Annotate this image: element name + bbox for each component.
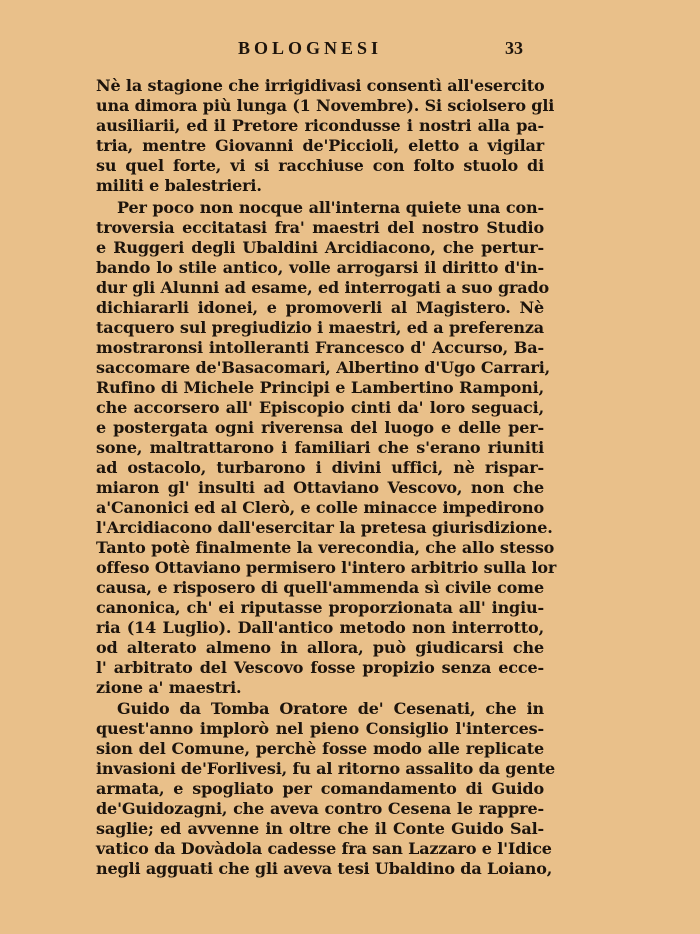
text-line: Per poco non nocque all'interna quiete una con- bbox=[117, 198, 544, 217]
text-line: mostraronsi intolleranti Francesco d' Accurso, Ba- bbox=[96, 338, 544, 357]
text-line: saccomare de'Basacomari, Albertino d'Ugo Carrari, bbox=[96, 358, 551, 377]
text-line: sion del Comune, perchè fosse modo alle replicate bbox=[96, 739, 544, 758]
text-line: armata, e spogliato per comandamento di Guido bbox=[96, 779, 544, 798]
text-line: ausiliarii, ed il Pretore ricondusse i nostri alla pa- bbox=[96, 116, 544, 135]
text-line: ria (14 Luglio). Dall'antico metodo non interrotto, bbox=[96, 618, 544, 637]
text-line: tacquero sul pregiudizio i maestri, ed a preferenza bbox=[96, 318, 544, 337]
text-line: offeso Ottaviano permisero l'intero arbitrio sulla lor bbox=[96, 558, 557, 577]
text-line: quest'anno implorò nel pieno Consiglio l'interces- bbox=[96, 719, 544, 738]
text-line: troversia eccitatasi fra' maestri del nostro Studio bbox=[96, 218, 544, 237]
text-line: una dimora più lunga (1 Novembre). Si sciolsero gli bbox=[96, 96, 555, 115]
text-line: saglie; ed avvenne in oltre che il Conte Guido Sal- bbox=[96, 819, 544, 838]
text-line: invasioni de'Forlivesi, fu al ritorno assalito da gente bbox=[96, 759, 556, 778]
text-line: l' arbitrato del Vescovo fosse propizio senza ecce- bbox=[96, 658, 544, 677]
text-line: militi e balestrieri. bbox=[96, 176, 262, 195]
text-line: Guido da Tomba Oratore de' Cesenati, che in bbox=[117, 699, 544, 718]
text-line: a'Canonici ed al Clerò, e colle minacce impedirono bbox=[96, 498, 544, 517]
text-line: dur gli Alunni ad esame, ed interrogati a suo grado bbox=[96, 278, 550, 297]
text-line: zione a' maestri. bbox=[96, 678, 242, 697]
text-line: l'Arcidiacono dall'esercitar la pretesa giurisdizione. bbox=[96, 518, 553, 537]
text-line: bando lo stile antico, volle arrogarsi il diritto d'in- bbox=[96, 258, 544, 277]
text-line: dichiararli idonei, e promoverli al Magistero. Nè bbox=[96, 298, 544, 317]
text-line: vatico da Dovàdola cadesse fra san Lazzaro e l'Idice bbox=[96, 839, 552, 858]
text-line: miaron gl' insulti ad Ottaviano Vescovo, non che bbox=[96, 478, 544, 497]
text-line: ad ostacolo, turbarono i divini uffici, nè rispar- bbox=[96, 458, 544, 477]
text-line: de'Guidozagni, che aveva contro Cesena le rappre- bbox=[96, 799, 544, 818]
running-title: BOLOGNESI bbox=[238, 38, 383, 58]
text-line: Nè la stagione che irrigidivasi consentì all'esercito bbox=[96, 76, 545, 95]
text-line: e postergata ogni riverensa del luogo e delle per- bbox=[96, 418, 544, 437]
text-line: Tanto potè finalmente la verecondia, che allo stesso bbox=[96, 538, 555, 557]
text-line: su quel forte, vi si racchiuse con folto stuolo di bbox=[96, 156, 544, 175]
page-number: 33 bbox=[505, 38, 523, 58]
text-line: sone, maltrattarono i familiari che s'erano riuniti bbox=[96, 438, 544, 457]
text-line: Rufino di Michele Principi e Lambertino Ramponi, bbox=[96, 378, 544, 397]
text-line: che accorsero all' Episcopio cinti da' loro seguaci, bbox=[96, 398, 544, 417]
text-line: negli agguati che gli aveva tesi Ubaldino da Loiano, bbox=[96, 859, 553, 878]
text-line: causa, e risposero di quell'ammenda sì civile come bbox=[96, 578, 544, 597]
text-line: tria, mentre Giovanni de'Piccioli, eletto a vigilar bbox=[96, 136, 544, 155]
text-line: canonica, ch' ei riputasse proporzionata all' ingiu- bbox=[96, 598, 544, 617]
text-line: e Ruggeri degli Ubaldini Arcidiacono, che pertur- bbox=[96, 238, 544, 257]
text-line: od alterato almeno in allora, può giudicarsi che bbox=[96, 638, 544, 657]
